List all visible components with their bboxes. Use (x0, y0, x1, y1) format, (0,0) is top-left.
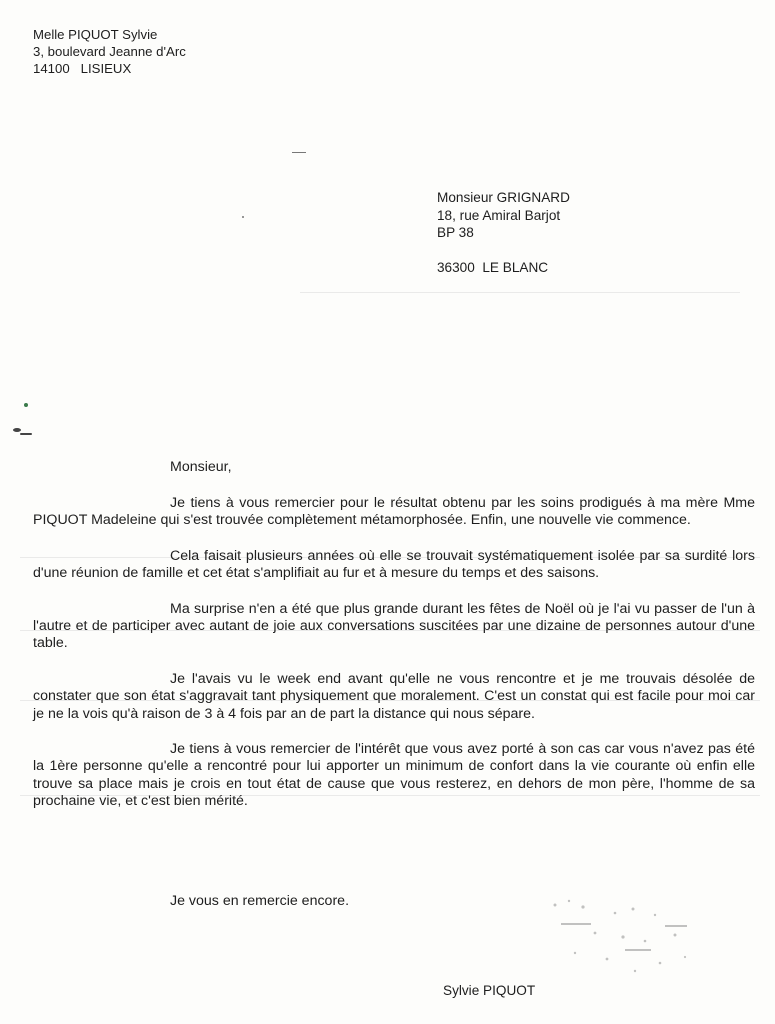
signature: Sylvie PIQUOT (443, 983, 536, 998)
paragraph-2: Cela faisait plusieurs années où elle se trouvait systématiquement isolée par sa surdité lors d'une réunion de famille et cet état s'amplifiait au fur et à mesure du temps et des saisons. (33, 547, 755, 582)
sender-city: 14100 LISIEUX (33, 61, 132, 76)
recipient-name: Monsieur GRIGNARD (437, 190, 570, 205)
ink-speck (24, 403, 28, 407)
scan-artifact (300, 292, 740, 293)
paragraph-1: Je tiens à vous remercier pour le résultat obtenu par les soins prodigués à ma mère Mme PIQUOT Madeleine qui s'est trouvée complètement métamorphosée. Enfin, une nouvelle vie commence. (33, 495, 755, 529)
letter-body (33, 495, 755, 829)
recipient-address (437, 189, 570, 276)
ink-speck (292, 152, 306, 153)
recipient-street: 18, rue Amiral Barjot (437, 207, 561, 223)
recipient-city: 36300 LE BLANC (437, 259, 549, 275)
recipient-po-box: BP 38 (437, 225, 474, 241)
paragraph-3: Ma surprise n'en a été que plus grande durant les fêtes de Noël où je l'ai vu passer de l'un à l'autre et de participer avec autant de joie aux conversations suscitées par une dizaine de personnes autour d'une table. (33, 600, 755, 652)
ink-speck (13, 428, 21, 432)
sender-street: 3, boulevard Jeanne d'Arc (33, 44, 186, 59)
ink-speck (242, 216, 244, 218)
paragraph-4: Je l'avais vu le week end avant qu'elle ne vous rencontre et je me trouvais désolée de constater que son état s'aggravait tant physiquement que moralement. C'est un constat qui est facile pour moi car je ne la vois qu'à raison de 3 à 4 fois par an de part la distance qui nous sépare. (33, 670, 755, 722)
ink-speck (20, 433, 32, 435)
paragraph-5: Je tiens à vous remercier de l'intérêt que vous avez porté à son cas car vous n'avez pas été la 1ère personne qu'elle a rencontré pour lui apporter un minimum de confort dans la vie courante où enfin elle trouve sa place mais je crois en tout état de cause que vous resterez, en dehors de mon père, l'homme de sa prochaine vie, et c'est bien mérité. (33, 741, 755, 810)
closing-line: Je vous en remercie encore. (170, 893, 350, 909)
stamp-mark (535, 893, 715, 983)
salutation: Monsieur, (170, 459, 232, 475)
sender-address (33, 26, 186, 77)
sender-name: Melle PIQUOT Sylvie (33, 27, 158, 42)
